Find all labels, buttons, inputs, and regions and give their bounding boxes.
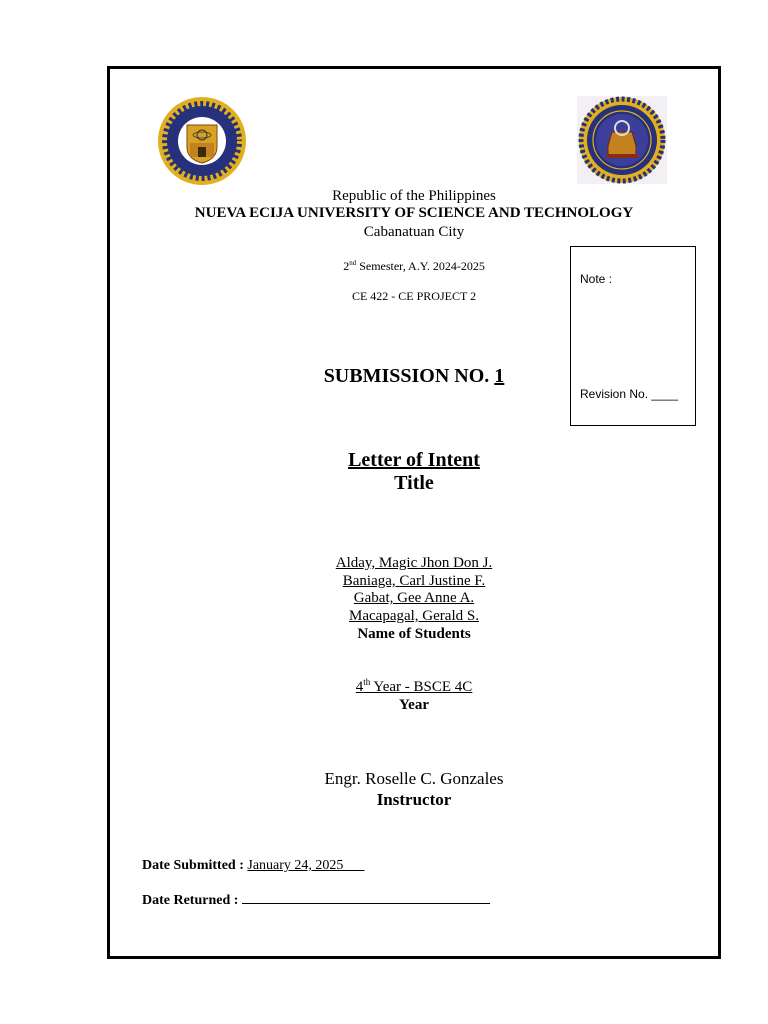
course-code: CE 422 - CE PROJECT 2 [351,289,477,303]
date-returned-row [142,891,490,909]
date-returned-label: Date Returned : [142,893,239,908]
date-returned-blank [242,891,490,904]
year-number: 4 [355,679,364,695]
document-type: Letter of Intent [348,449,480,471]
semester-ordinal: 2 [343,259,350,273]
date-submitted-value: January 24, 2025 [247,858,365,873]
semester-ordinal-suffix: nd [349,259,357,267]
year-text: Year - BSCE 4C [370,679,473,695]
university-name: NUEVA ECIJA UNIVERSITY OF SCIENCE AND TECHNOLOGY [194,205,634,221]
date-submitted-row [142,858,364,874]
note-box [570,246,696,426]
student-name: Macapagal, Gerald S. [349,608,479,624]
college-engineering-seal-icon [577,96,667,184]
student-name: Alday, Magic Jhon Don J. [335,555,493,571]
year-level [114,679,714,696]
city: Cabanatuan City [363,224,465,240]
university-seal-icon [157,96,247,186]
submission-label: SUBMISSION NO. [323,365,490,387]
instructor-label: Instructor [376,790,452,809]
semester-text: Semester, A.Y. 2024-2025 [356,259,485,273]
year-label: Year [399,697,429,713]
republic-heading: Republic of the Philippines [332,188,496,204]
document-title: Title [394,472,434,494]
submission-number: 1 [494,365,505,387]
date-submitted-label: Date Submitted : [142,858,244,873]
revision-label: Revision No. ____ [580,387,679,401]
student-name: Baniaga, Carl Justine F. [342,573,486,589]
year-suffix: th [363,677,371,687]
student-name: Gabat, Gee Anne A. [353,590,475,606]
instructor-name: Engr. Roselle C. Gonzales [324,769,504,788]
note-label: Note : [580,272,613,286]
students-label: Name of Students [357,626,471,642]
